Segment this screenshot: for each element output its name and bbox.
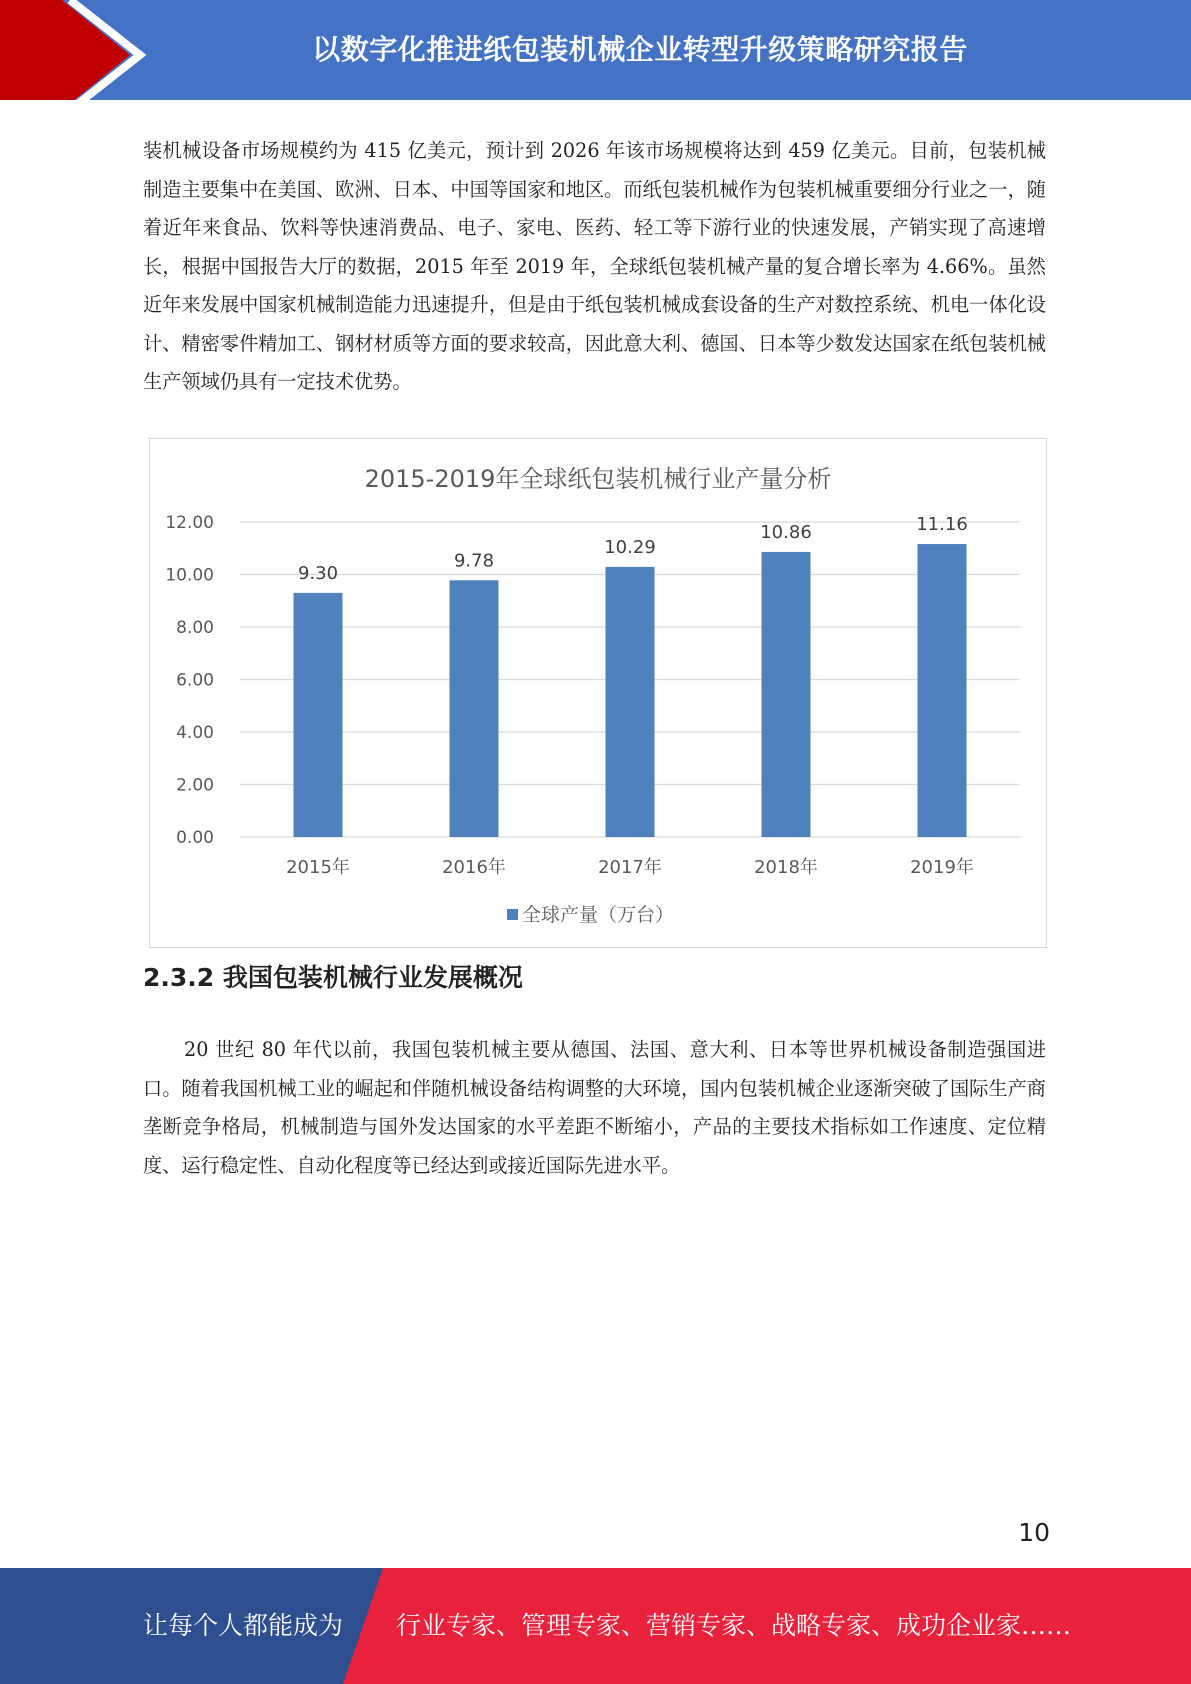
y-tick-label: 4.00 (176, 723, 214, 743)
x-tick-label: 2018年 (754, 857, 818, 878)
header-title: 以数字化推进纸包装机械企业转型升级策略研究报告 (312, 33, 968, 66)
data-label: 9.30 (297, 562, 339, 584)
y-tick-label: 10.00 (165, 565, 214, 586)
chart-title: 2015-2019年全球纸包装机械行业产量分析 (364, 465, 832, 493)
data-label: 10.86 (760, 521, 812, 543)
footer-banner (0, 1568, 1191, 1684)
x-tick-label: 2017年 (598, 857, 662, 878)
chart-container (149, 438, 1047, 948)
y-tick-label: 6.00 (176, 670, 214, 691)
bar (294, 593, 343, 837)
bar (762, 552, 811, 837)
legend-label: 全球产量（万台） (522, 904, 675, 926)
footer-slogan-left: 让每个人都能成为 (143, 1611, 344, 1640)
y-tick-label: 0.00 (176, 828, 214, 848)
section-heading: 2.3.2 我国包装机械行业发展概况 (143, 963, 523, 992)
y-tick-label: 2.00 (176, 775, 214, 796)
body-paragraph-2: 20 世纪 80 年代以前，我国包装机械主要从德国、法国、意大利、日本等世界机械设备制造强国进口。随着我国机械工业的崛起和伴随机械设备结构调整的大环境，国内包装机械企业逐渐突破了国际生产商垄断竞争格局，机械制造与国外发达国家的水平差距不断缩小，产品的主要技术指标如工作速度、定位精度、运行稳定性、自动化程度等已经达到或接近国际先进水平。 (143, 1038, 1046, 1177)
page-number: 10 (1018, 1518, 1050, 1547)
bar-chart (150, 439, 1046, 947)
bar (606, 567, 655, 837)
bar (450, 580, 499, 837)
header-banner (0, 0, 1191, 110)
y-tick-label: 12.00 (165, 513, 214, 533)
data-label: 11.16 (916, 514, 968, 536)
bar (918, 544, 967, 837)
x-tick-label: 2016年 (442, 857, 506, 878)
legend-swatch (507, 909, 518, 920)
x-tick-label: 2015年 (286, 857, 350, 878)
footer-slogan-right: 行业专家、管理专家、营销专家、战略专家、成功企业家…… (396, 1611, 1072, 1640)
y-tick-label: 8.00 (176, 618, 214, 638)
x-tick-label: 2019年 (910, 857, 974, 878)
body-paragraph-1: 装机械设备市场规模约为 415 亿美元，预计到 2026 年该市场规模将达到 459 亿美元。目前，包装机械制造主要集中在美国、欧洲、日本、中国等国家和地区。而纸包装机械作为包装机械重要细分行业之一，随着近年来食品、饮料等快速消费品、电子、家电、医药、轻工等下游行业的快速发展，产销实现了高速增长，根据中国报告大厅的数据，2015 年至 2019 年，全球纸包装机械产量的复合增长率为 4.66%。虽然近年来发展中国家机械制造能力迅速提升，但是由于纸包装机械成套设备的生产对数控系统、机电一体化设计、精密零件精加工、钢材材质等方面的要求较高，因此意大利、德国、日本等少数发达国家在纸包装机械生产领域仍具有一定技术优势。 (143, 139, 1046, 393)
data-label: 10.29 (604, 536, 656, 558)
data-label: 9.78 (453, 550, 495, 572)
